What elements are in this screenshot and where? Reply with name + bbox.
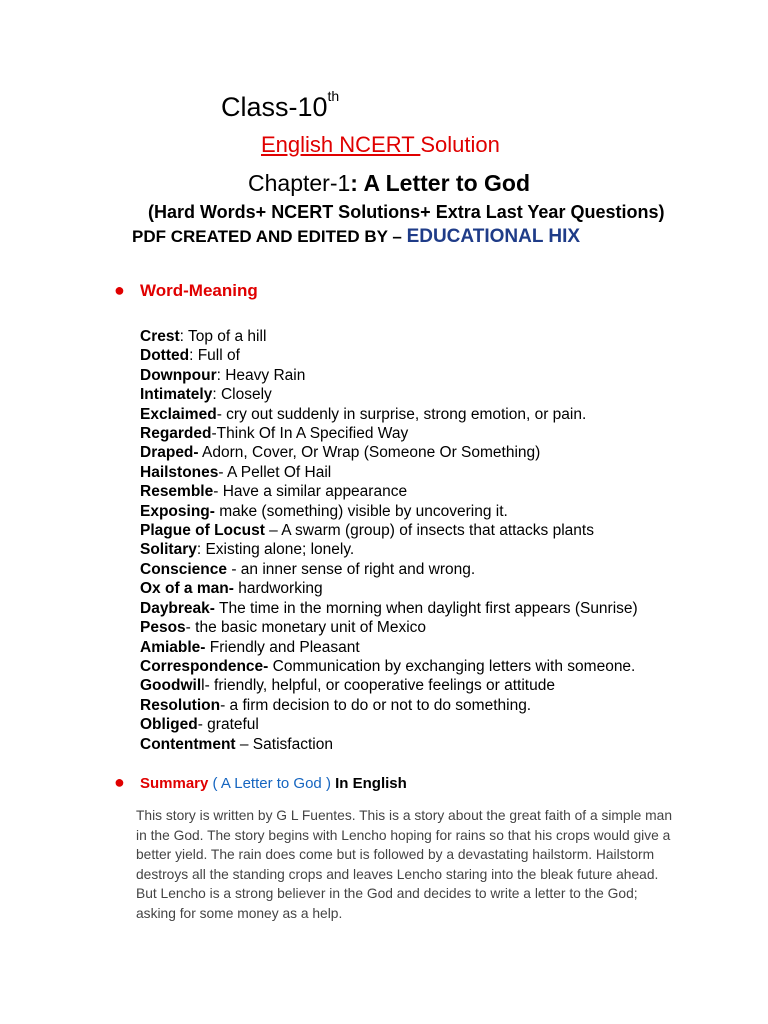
word-definition: -Think Of In A Specified Way [211, 425, 409, 443]
word-meaning-item [140, 327, 638, 346]
subject-underlined: English NCERT [261, 132, 421, 157]
word-meaning-label: Word-Meaning [140, 281, 258, 300]
word-term: Daybreak- [140, 599, 215, 617]
word-term: Resolution [140, 696, 221, 714]
word-meaning-item [140, 715, 638, 734]
chapter-name: : A Letter to God [350, 170, 531, 196]
word-definition: Communication by exchanging letters with someone. [268, 657, 636, 675]
class-superscript: th [327, 88, 340, 104]
word-meaning-item [140, 579, 638, 598]
subject-rest: Solution [420, 132, 500, 157]
word-meaning-item [140, 560, 638, 579]
credit-prefix: PDF CREATED AND EDITED BY – [132, 227, 407, 246]
word-definition: - the basic monetary unit of Mexico [185, 619, 427, 637]
word-term: Draped- [140, 444, 199, 462]
word-term: Goodwil [140, 677, 202, 695]
word-meaning-item [140, 346, 638, 365]
credit-brand: EDUCATIONAL HIX [406, 226, 581, 247]
word-meaning-item [140, 385, 638, 404]
word-meaning-item [140, 405, 638, 424]
word-meaning-item [140, 735, 638, 754]
word-definition: - grateful [197, 716, 259, 734]
word-term: Regarded [140, 425, 212, 443]
word-meaning-list [140, 327, 638, 754]
summary-suffix: In English [330, 775, 407, 792]
bullet-icon: ● [114, 280, 125, 300]
chapter-title [248, 170, 530, 197]
word-definition: – A swarm (group) of insects that attacks plants [264, 522, 594, 540]
summary-heading [114, 772, 407, 793]
word-meaning-item [140, 657, 638, 676]
summary-title: ( A Letter to God ) [208, 775, 331, 792]
word-definition: - A Pellet Of Hail [218, 463, 332, 481]
word-term: Crest [140, 328, 180, 345]
word-definition: - Have a similar appearance [213, 483, 408, 501]
word-term: Dotted [140, 347, 190, 365]
word-definition: : Closely [212, 386, 272, 404]
word-meaning-item [140, 521, 638, 540]
word-term: Correspondence- [140, 657, 269, 675]
word-definition: : Heavy Rain [216, 366, 306, 384]
word-definition: Friendly and Pleasant [205, 638, 360, 656]
word-definition: - cry out suddenly in surprise, strong emotion, or pain. [216, 405, 587, 423]
word-term: Intimately [140, 386, 213, 404]
word-definition: hardworking [233, 580, 323, 598]
class-title [221, 88, 340, 123]
word-term: Exposing- [140, 502, 215, 520]
word-definition: : Top of a hill [179, 328, 267, 345]
word-term: Conscience [140, 560, 228, 578]
word-term: Contentment [140, 735, 236, 753]
word-meaning-item [140, 424, 638, 443]
chapter-prefix: Chapter-1 [248, 170, 351, 196]
word-term: Pesos [140, 619, 186, 637]
word-meaning-item [140, 540, 638, 559]
word-definition: : Full of [189, 347, 240, 365]
word-meaning-item [140, 696, 638, 715]
word-term: Resemble [140, 483, 214, 501]
word-meaning-item [140, 443, 638, 462]
word-term: Hailstones [140, 463, 219, 481]
word-meaning-item [140, 366, 638, 385]
word-meaning-item [140, 618, 638, 637]
class-label: Class-10 [221, 92, 328, 122]
word-meaning-heading [114, 280, 258, 301]
word-definition: – Satisfaction [235, 735, 333, 753]
summary-text: This story is written by G L Fuentes. This is a story about the great faith of a simple man in the God. The story begins with Lencho hoping for rains so that his crops would give a better yield. The rain does come but is followed by a devastating hailstorm. Hailstorm destroys all the standing crops and leaves Lencho staring into the bleak future ahead. But Lencho is a strong believer in the God and decides to write a letter to the God; asking for some money as a help. [136, 808, 673, 921]
word-definition: - an inner sense of right and wrong. [227, 560, 476, 578]
word-definition: - a firm decision to do or not to do something. [220, 696, 532, 714]
word-definition: The time in the morning when daylight first appears (Sunrise) [214, 599, 638, 617]
word-term: Downpour [140, 366, 217, 384]
word-term: Solitary [140, 541, 197, 559]
word-definition: make (something) visible by uncovering it. [214, 502, 508, 520]
word-meaning-item [140, 463, 638, 482]
subject-title [261, 132, 500, 158]
word-definition: l- friendly, helpful, or cooperative feelings or attitude [201, 677, 555, 695]
word-meaning-item [140, 599, 638, 618]
word-definition: Adorn, Cover, Or Wrap (Someone Or Something) [198, 444, 541, 462]
word-term: Obliged [140, 716, 198, 734]
bullet-icon: ● [114, 772, 125, 792]
credit-line [132, 226, 580, 248]
word-meaning-item [140, 502, 638, 521]
word-term: Ox of a man- [140, 580, 234, 598]
word-term: Amiable- [140, 638, 206, 656]
word-term: Plague of Locust [140, 522, 265, 540]
subtitle: (Hard Words+ NCERT Solutions+ Extra Last Year Questions) [148, 202, 665, 222]
word-definition: : Existing alone; lonely. [196, 541, 355, 559]
word-meaning-item [140, 676, 638, 695]
word-meaning-item [140, 482, 638, 501]
word-meaning-item [140, 638, 638, 657]
word-term: Exclaimed [140, 405, 217, 423]
summary-label: Summary [140, 775, 209, 792]
